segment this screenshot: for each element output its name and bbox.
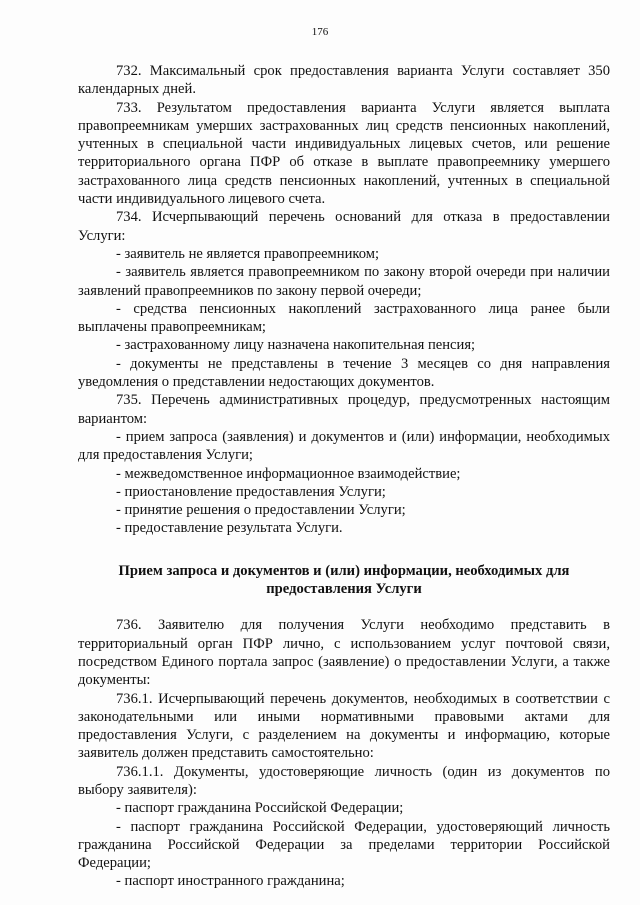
list-item: - паспорт гражданина Российской Федерации, удостоверяющий личность гражданина Российской Федерации за пределами территории Российской Федерации;	[78, 818, 610, 872]
section-heading: Прием запроса и документов и (или) информации, необходимых для предоставления Услуги	[118, 562, 570, 598]
paragraph-734: 734. Исчерпывающий перечень оснований для отказа в предоставлении Услуги:	[78, 209, 610, 244]
list-item: - межведомственное информационное взаимодействие;	[116, 465, 461, 482]
page-number: 176	[311, 26, 329, 38]
paragraph-736-1: 736.1. Исчерпывающий перечень документов, необходимых в соответствии с законодательными или иными нормативными правовыми актами для предоставления Услуги, с разделением на документы и информацию, которые заявитель должен представить самостоятельно:	[78, 690, 610, 762]
list-item: - паспорт гражданина Российской Федерации;	[116, 800, 404, 817]
list-item: - застрахованному лицу назначена накопительная пенсия;	[116, 337, 476, 354]
paragraph-735: 735. Перечень административных процедур, предусмотренных настоящим вариантом:	[78, 392, 610, 427]
list-item: - паспорт иностранного гражданина;	[116, 873, 345, 890]
list-item: - принятие решения о предоставлении Услуги;	[116, 502, 406, 519]
list-item: - заявитель является правопреемником по закону второй очереди при наличии заявлений правопреемников по закону первой очереди;	[78, 264, 610, 299]
list-item: - заявитель не является правопреемником;	[116, 245, 380, 262]
paragraph-733: 733. Результатом предоставления варианта Услуги является выплата правопреемникам умерших застрахованных лиц средств пенсионных накоплений, учтенных в специальной части индивидуальных лицевых счетов, или решение территориального органа ПФР об отказе в выплате правопреемнику умершего застрахованного лица средств пенсионных накоплений, учтенных в специальной части индивидуального лицевого счета.	[78, 99, 610, 208]
document-body	[78, 62, 610, 891]
list-item: - предоставление результата Услуги.	[116, 520, 343, 537]
list-item: - документы не представлены в течение 3 месяцев со дня направления уведомления о представлении недостающих документов.	[78, 355, 610, 391]
list-item: - средства пенсионных накоплений застрахованного лица ранее были выплачены правопреемникам;	[78, 300, 610, 336]
paragraph-736: 736. Заявителю для получения Услуги необходимо представить в территориальный орган ПФР лично, с использованием услуг почтовой связи, посредством Единого портала запрос (заявление) о предоставлении Услуги, а также документы:	[78, 617, 610, 689]
list-item: - приостановление предоставления Услуги;	[116, 483, 386, 500]
list-item: - прием запроса (заявления) и документов и (или) информации, необходимых для предоставления Услуги;	[78, 428, 610, 464]
paragraph-736-1-1: 736.1.1. Документы, удостоверяющие личность (один из документов по выбору заявителя):	[78, 763, 610, 798]
paragraph-732: 732. Максимальный срок предоставления варианта Услуги составляет 350 календарных дней.	[78, 63, 610, 98]
